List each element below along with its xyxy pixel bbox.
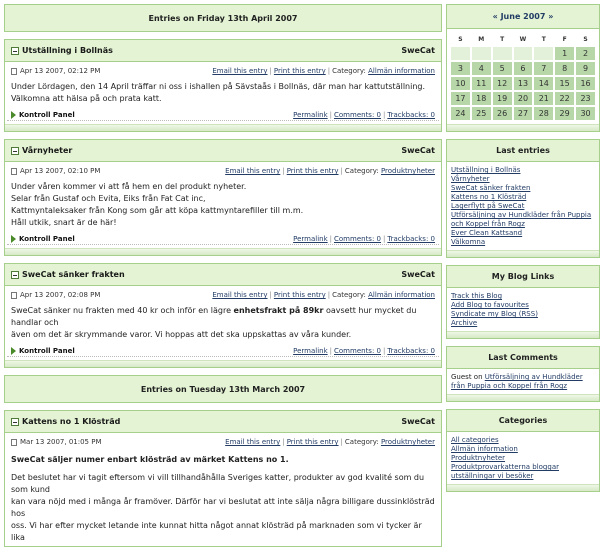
entry-text-line: även om det är skrymmande varor. Vi hoppas att det ska uppskattas av våra kunder. bbox=[11, 330, 352, 339]
last-entry-link[interactable]: Utställning i Bollnäs bbox=[451, 166, 521, 174]
calendar-title[interactable]: « June 2007 » bbox=[447, 5, 599, 29]
last-entries-title: Last entries bbox=[447, 140, 599, 162]
email-entry-link[interactable]: Email this entry bbox=[225, 167, 281, 175]
entry-author: SweCat bbox=[401, 417, 435, 426]
calendar-box bbox=[446, 4, 600, 132]
category-label: Category: bbox=[344, 167, 379, 175]
calendar-day[interactable]: 17 bbox=[451, 92, 470, 105]
arrow-right-icon bbox=[11, 347, 16, 355]
box-bottom-bar bbox=[447, 484, 599, 491]
comment-author: Guest on bbox=[451, 373, 485, 381]
calendar-day[interactable]: 13 bbox=[514, 77, 533, 90]
category-link[interactable]: Allmän information bbox=[451, 445, 518, 453]
calendar-empty-cell bbox=[514, 47, 533, 60]
track-blog-link[interactable]: Track this Blog bbox=[451, 292, 503, 300]
category-link[interactable]: utställningar vi besöker bbox=[451, 472, 534, 480]
category-label: Category: bbox=[332, 67, 366, 75]
entry-title: Utställning i Bollnäs bbox=[22, 46, 113, 55]
date-header bbox=[4, 375, 442, 403]
blog-entry bbox=[4, 39, 442, 132]
calendar-day[interactable]: 6 bbox=[514, 62, 533, 75]
category-link[interactable]: All categories bbox=[451, 436, 499, 444]
email-entry-link[interactable]: Email this entry bbox=[212, 291, 268, 299]
entry-header bbox=[5, 40, 441, 62]
entry-text-line: Selar från Gustaf och Evita, Eiks från Fat Cat inc, bbox=[11, 194, 206, 203]
entry-datetime: Apr 13 2007, 02:12 PM bbox=[20, 67, 101, 75]
trackbacks-link[interactable]: Trackbacks: 0 bbox=[387, 110, 435, 119]
calendar-day[interactable]: 30 bbox=[576, 107, 595, 120]
entry-text-line: Välkomna att hälsa på och prata katt. bbox=[11, 94, 162, 103]
collapse-icon[interactable] bbox=[11, 147, 19, 155]
print-entry-link[interactable]: Print this entry bbox=[286, 438, 339, 446]
document-icon bbox=[11, 68, 17, 75]
weekday-label: S bbox=[583, 35, 588, 43]
comment-item bbox=[451, 373, 595, 382]
last-entry-link[interactable]: och Koppel från Rogz bbox=[451, 220, 525, 228]
entry-text-line: Det beslutet har vi tagit eftersom vi vill tillhandåhålla Sveriges katter, produkter av god kvalité som du som kund bbox=[11, 473, 425, 494]
entry-bottom-bar bbox=[5, 360, 441, 367]
calendar-empty-cell bbox=[451, 47, 470, 60]
trackbacks-link[interactable]: Trackbacks: 0 bbox=[387, 346, 435, 355]
weekday-label: S bbox=[458, 35, 463, 43]
calendar-grid bbox=[447, 29, 599, 124]
blog-entry bbox=[4, 410, 442, 547]
entry-body bbox=[5, 178, 441, 231]
entry-category-link[interactable]: Produktnyheter bbox=[380, 167, 435, 175]
calendar-day[interactable]: 29 bbox=[555, 107, 574, 120]
kontroll-panel-label: Kontroll Panel bbox=[19, 110, 75, 119]
collapse-icon[interactable] bbox=[11, 47, 19, 55]
entry-meta: Apr 13 2007, 02:10 PM Email this entry | Print this entry | Category: Produktnyheter bbox=[5, 164, 441, 178]
calendar-day[interactable]: 24 bbox=[451, 107, 470, 120]
last-comments-title: Last Comments bbox=[447, 347, 599, 369]
calendar-day[interactable]: 26 bbox=[493, 107, 512, 120]
weekday-label: T bbox=[541, 35, 546, 43]
calendar-day[interactable]: 11 bbox=[472, 77, 491, 90]
blog-links-box bbox=[446, 265, 600, 339]
collapse-icon[interactable] bbox=[11, 418, 19, 426]
entry-header bbox=[5, 264, 441, 286]
categories-box bbox=[446, 409, 600, 492]
entry-text-line bbox=[11, 305, 435, 329]
entry-text-bold: enhetsfrakt på 89kr bbox=[233, 306, 324, 315]
entry-header bbox=[5, 140, 441, 162]
calendar-day[interactable]: 4 bbox=[472, 62, 491, 75]
comment-entry-link-cont[interactable]: från Puppia och Koppel från Rogz bbox=[451, 382, 568, 390]
entry-author: SweCat bbox=[401, 46, 435, 55]
entry-body bbox=[5, 78, 441, 107]
comments-link[interactable]: Comments: 0 bbox=[334, 346, 381, 355]
collapse-icon[interactable] bbox=[11, 271, 19, 279]
calendar-day[interactable]: 21 bbox=[534, 92, 553, 105]
calendar-day[interactable]: 3 bbox=[451, 62, 470, 75]
calendar-day[interactable]: 20 bbox=[514, 92, 533, 105]
comments-link[interactable]: Comments: 0 bbox=[334, 234, 381, 243]
calendar-day[interactable]: 5 bbox=[493, 62, 512, 75]
calendar-day[interactable]: 7 bbox=[534, 62, 553, 75]
entry-body bbox=[5, 302, 441, 343]
calendar-day[interactable]: 8 bbox=[555, 62, 574, 75]
entry-header bbox=[5, 411, 441, 433]
entry-text-line: Håll utkik, snart är de här! bbox=[11, 218, 117, 227]
calendar-day[interactable]: 1 bbox=[555, 47, 574, 60]
entry-text-line: Kattmyntaleksaker från Kong som går att köpa kattmyntarefiller till m.m. bbox=[11, 206, 304, 215]
calendar-day[interactable]: 22 bbox=[555, 92, 574, 105]
calendar-day[interactable]: 10 bbox=[451, 77, 470, 90]
entry-bottom-bar bbox=[5, 248, 441, 255]
entry-text-line: Under våren kommer vi att få hem en del produkt nyheter. bbox=[11, 182, 247, 191]
entry-category-link[interactable]: Allmän information bbox=[368, 67, 435, 75]
entry-footer: Kontroll Panel Permalink | Comments: 0 | Trackbacks: 0 bbox=[7, 345, 439, 357]
calendar-day[interactable]: 14 bbox=[534, 77, 553, 90]
category-label: Category: bbox=[332, 291, 366, 299]
last-entry-link[interactable]: Ever Clean Kattsand bbox=[451, 229, 523, 237]
kontroll-panel-button[interactable] bbox=[11, 347, 75, 355]
box-bottom-bar bbox=[447, 124, 599, 131]
box-bottom-bar bbox=[447, 394, 599, 401]
weekday-label: T bbox=[500, 35, 505, 43]
kontroll-panel-button[interactable] bbox=[11, 111, 75, 119]
entry-text-line: Under Lördagen, den 14 April träffar ni oss i ishallen på Sävstaås i Bollnäs, där man har kattutställning. bbox=[11, 82, 426, 91]
comments-link[interactable]: Comments: 0 bbox=[334, 110, 381, 119]
arrow-right-icon bbox=[11, 111, 16, 119]
date-header-text: Entries on Friday 13th April 2007 bbox=[148, 13, 298, 23]
entry-title: SweCat sänker frakten bbox=[22, 270, 125, 279]
calendar-day[interactable]: 28 bbox=[534, 107, 553, 120]
blog-links-title: My Blog Links bbox=[447, 266, 599, 288]
entry-lead: SweCat säljer numer enbart klösträd av märket Kattens no 1. bbox=[11, 455, 289, 464]
entry-datetime: Mar 13 2007, 01:05 PM bbox=[20, 438, 102, 446]
entry-meta: Apr 13 2007, 02:12 PM Email this entry | Print this entry | Category: Allmän information bbox=[5, 64, 441, 78]
entry-text-fragment: oavsett hur mycket du handlar och bbox=[11, 306, 417, 327]
weekday-label: W bbox=[519, 35, 527, 43]
category-link[interactable]: Produktnyheter bbox=[451, 454, 506, 462]
calendar-empty-cell bbox=[493, 47, 512, 60]
calendar-day[interactable]: 18 bbox=[472, 92, 491, 105]
permalink-link[interactable]: Permalink bbox=[293, 234, 328, 243]
entry-text-line: oss. Vi har efter mycket letande inte kunnat hitta något annat klösträd på marknaden som vi tycker är lika bbox=[11, 521, 422, 542]
document-icon bbox=[11, 168, 17, 175]
entry-datetime: Apr 13 2007, 02:08 PM bbox=[20, 291, 101, 299]
calendar-day[interactable]: 19 bbox=[493, 92, 512, 105]
email-entry-link[interactable]: Email this entry bbox=[212, 67, 268, 75]
category-link[interactable]: Produktprovarkatterna bloggar bbox=[451, 463, 559, 471]
calendar-day[interactable]: 9 bbox=[576, 62, 595, 75]
entry-author: SweCat bbox=[401, 270, 435, 279]
box-bottom-bar bbox=[447, 331, 599, 338]
document-icon bbox=[11, 292, 17, 299]
entry-author: SweCat bbox=[401, 146, 435, 155]
entry-text-line: kan vara nöjd med i många år framöver. Därför har vi beslutat att inte sälja några billigare dussinklösträd hos bbox=[11, 497, 435, 518]
box-bottom-bar bbox=[447, 250, 599, 257]
entry-category-link[interactable]: Produktnyheter bbox=[380, 438, 435, 446]
permalink-link[interactable]: Permalink bbox=[293, 346, 328, 355]
blog-entry bbox=[4, 263, 442, 368]
weekday-label: F bbox=[562, 35, 567, 43]
entry-text-fragment: SweCat sänker nu frakten med 40 kr och inför en lägre bbox=[11, 306, 234, 315]
entry-meta: Apr 13 2007, 02:08 PM Email this entry | Print this entry | Category: Allmän information bbox=[5, 288, 441, 302]
calendar-day[interactable]: 16 bbox=[576, 77, 595, 90]
last-entry-link[interactable]: Utförsäljning av Hundkläder från Puppia bbox=[451, 211, 592, 219]
last-entry-link[interactable]: SweCat sänker frakten bbox=[451, 184, 531, 192]
main-column bbox=[4, 4, 442, 554]
calendar-day[interactable]: 25 bbox=[472, 107, 491, 120]
document-icon bbox=[11, 439, 17, 446]
calendar-day[interactable]: 2 bbox=[576, 47, 595, 60]
entry-datetime: Apr 13 2007, 02:10 PM bbox=[20, 167, 101, 175]
last-comments-box bbox=[446, 346, 600, 402]
entry-meta: Mar 13 2007, 01:05 PM Email this entry | Print this entry | Category: Produktnyheter bbox=[5, 435, 441, 449]
email-entry-link[interactable]: Email this entry bbox=[225, 438, 281, 446]
print-entry-link[interactable]: Print this entry bbox=[273, 291, 326, 299]
trackbacks-link[interactable]: Trackbacks: 0 bbox=[387, 234, 435, 243]
weekday-label: M bbox=[478, 35, 485, 43]
entry-title: Vårnyheter bbox=[22, 146, 73, 155]
entry-category-link[interactable]: Allmän information bbox=[368, 291, 435, 299]
entry-bottom-bar bbox=[5, 124, 441, 131]
entry-body bbox=[5, 449, 441, 546]
calendar-day[interactable]: 12 bbox=[493, 77, 512, 90]
kontroll-panel-label: Kontroll Panel bbox=[19, 234, 75, 243]
rss-link[interactable]: Syndicate my Blog (RSS) bbox=[451, 310, 538, 318]
categories-title: Categories bbox=[447, 410, 599, 432]
kontroll-panel-button[interactable] bbox=[11, 235, 75, 243]
last-entries-box bbox=[446, 139, 600, 258]
print-entry-link[interactable]: Print this entry bbox=[273, 67, 326, 75]
sidebar bbox=[446, 4, 600, 499]
archive-link[interactable]: Archive bbox=[451, 319, 478, 327]
last-entry-link[interactable]: Välkomna bbox=[451, 238, 486, 246]
permalink-link[interactable]: Permalink bbox=[293, 110, 328, 119]
calendar-empty-cell bbox=[472, 47, 491, 60]
date-header bbox=[4, 4, 442, 32]
entry-footer: Kontroll Panel Permalink | Comments: 0 | Trackbacks: 0 bbox=[7, 109, 439, 121]
kontroll-panel-label: Kontroll Panel bbox=[19, 346, 75, 355]
calendar-day[interactable]: 27 bbox=[514, 107, 533, 120]
calendar-empty-cell bbox=[534, 47, 553, 60]
last-entry-link[interactable]: Lagerflytt på SweCat bbox=[451, 202, 525, 210]
arrow-right-icon bbox=[11, 235, 16, 243]
comment-entry-link[interactable]: Utförsäljning av Hundkläder bbox=[484, 373, 583, 381]
last-entry-link[interactable]: Vårnyheter bbox=[451, 175, 490, 183]
date-header-text: Entries on Tuesday 13th March 2007 bbox=[140, 384, 306, 394]
entry-footer: Kontroll Panel Permalink | Comments: 0 | Trackbacks: 0 bbox=[7, 233, 439, 245]
blog-entry bbox=[4, 139, 442, 256]
calendar-day[interactable]: 23 bbox=[576, 92, 595, 105]
calendar-day[interactable]: 15 bbox=[555, 77, 574, 90]
entry-title: Kattens no 1 Klösträd bbox=[22, 417, 121, 426]
print-entry-link[interactable]: Print this entry bbox=[286, 167, 339, 175]
last-entry-link[interactable]: Kattens no 1 Klösträd bbox=[451, 193, 527, 201]
category-label: Category: bbox=[344, 438, 379, 446]
add-favourites-link[interactable]: Add Blog to favourites bbox=[451, 301, 529, 309]
